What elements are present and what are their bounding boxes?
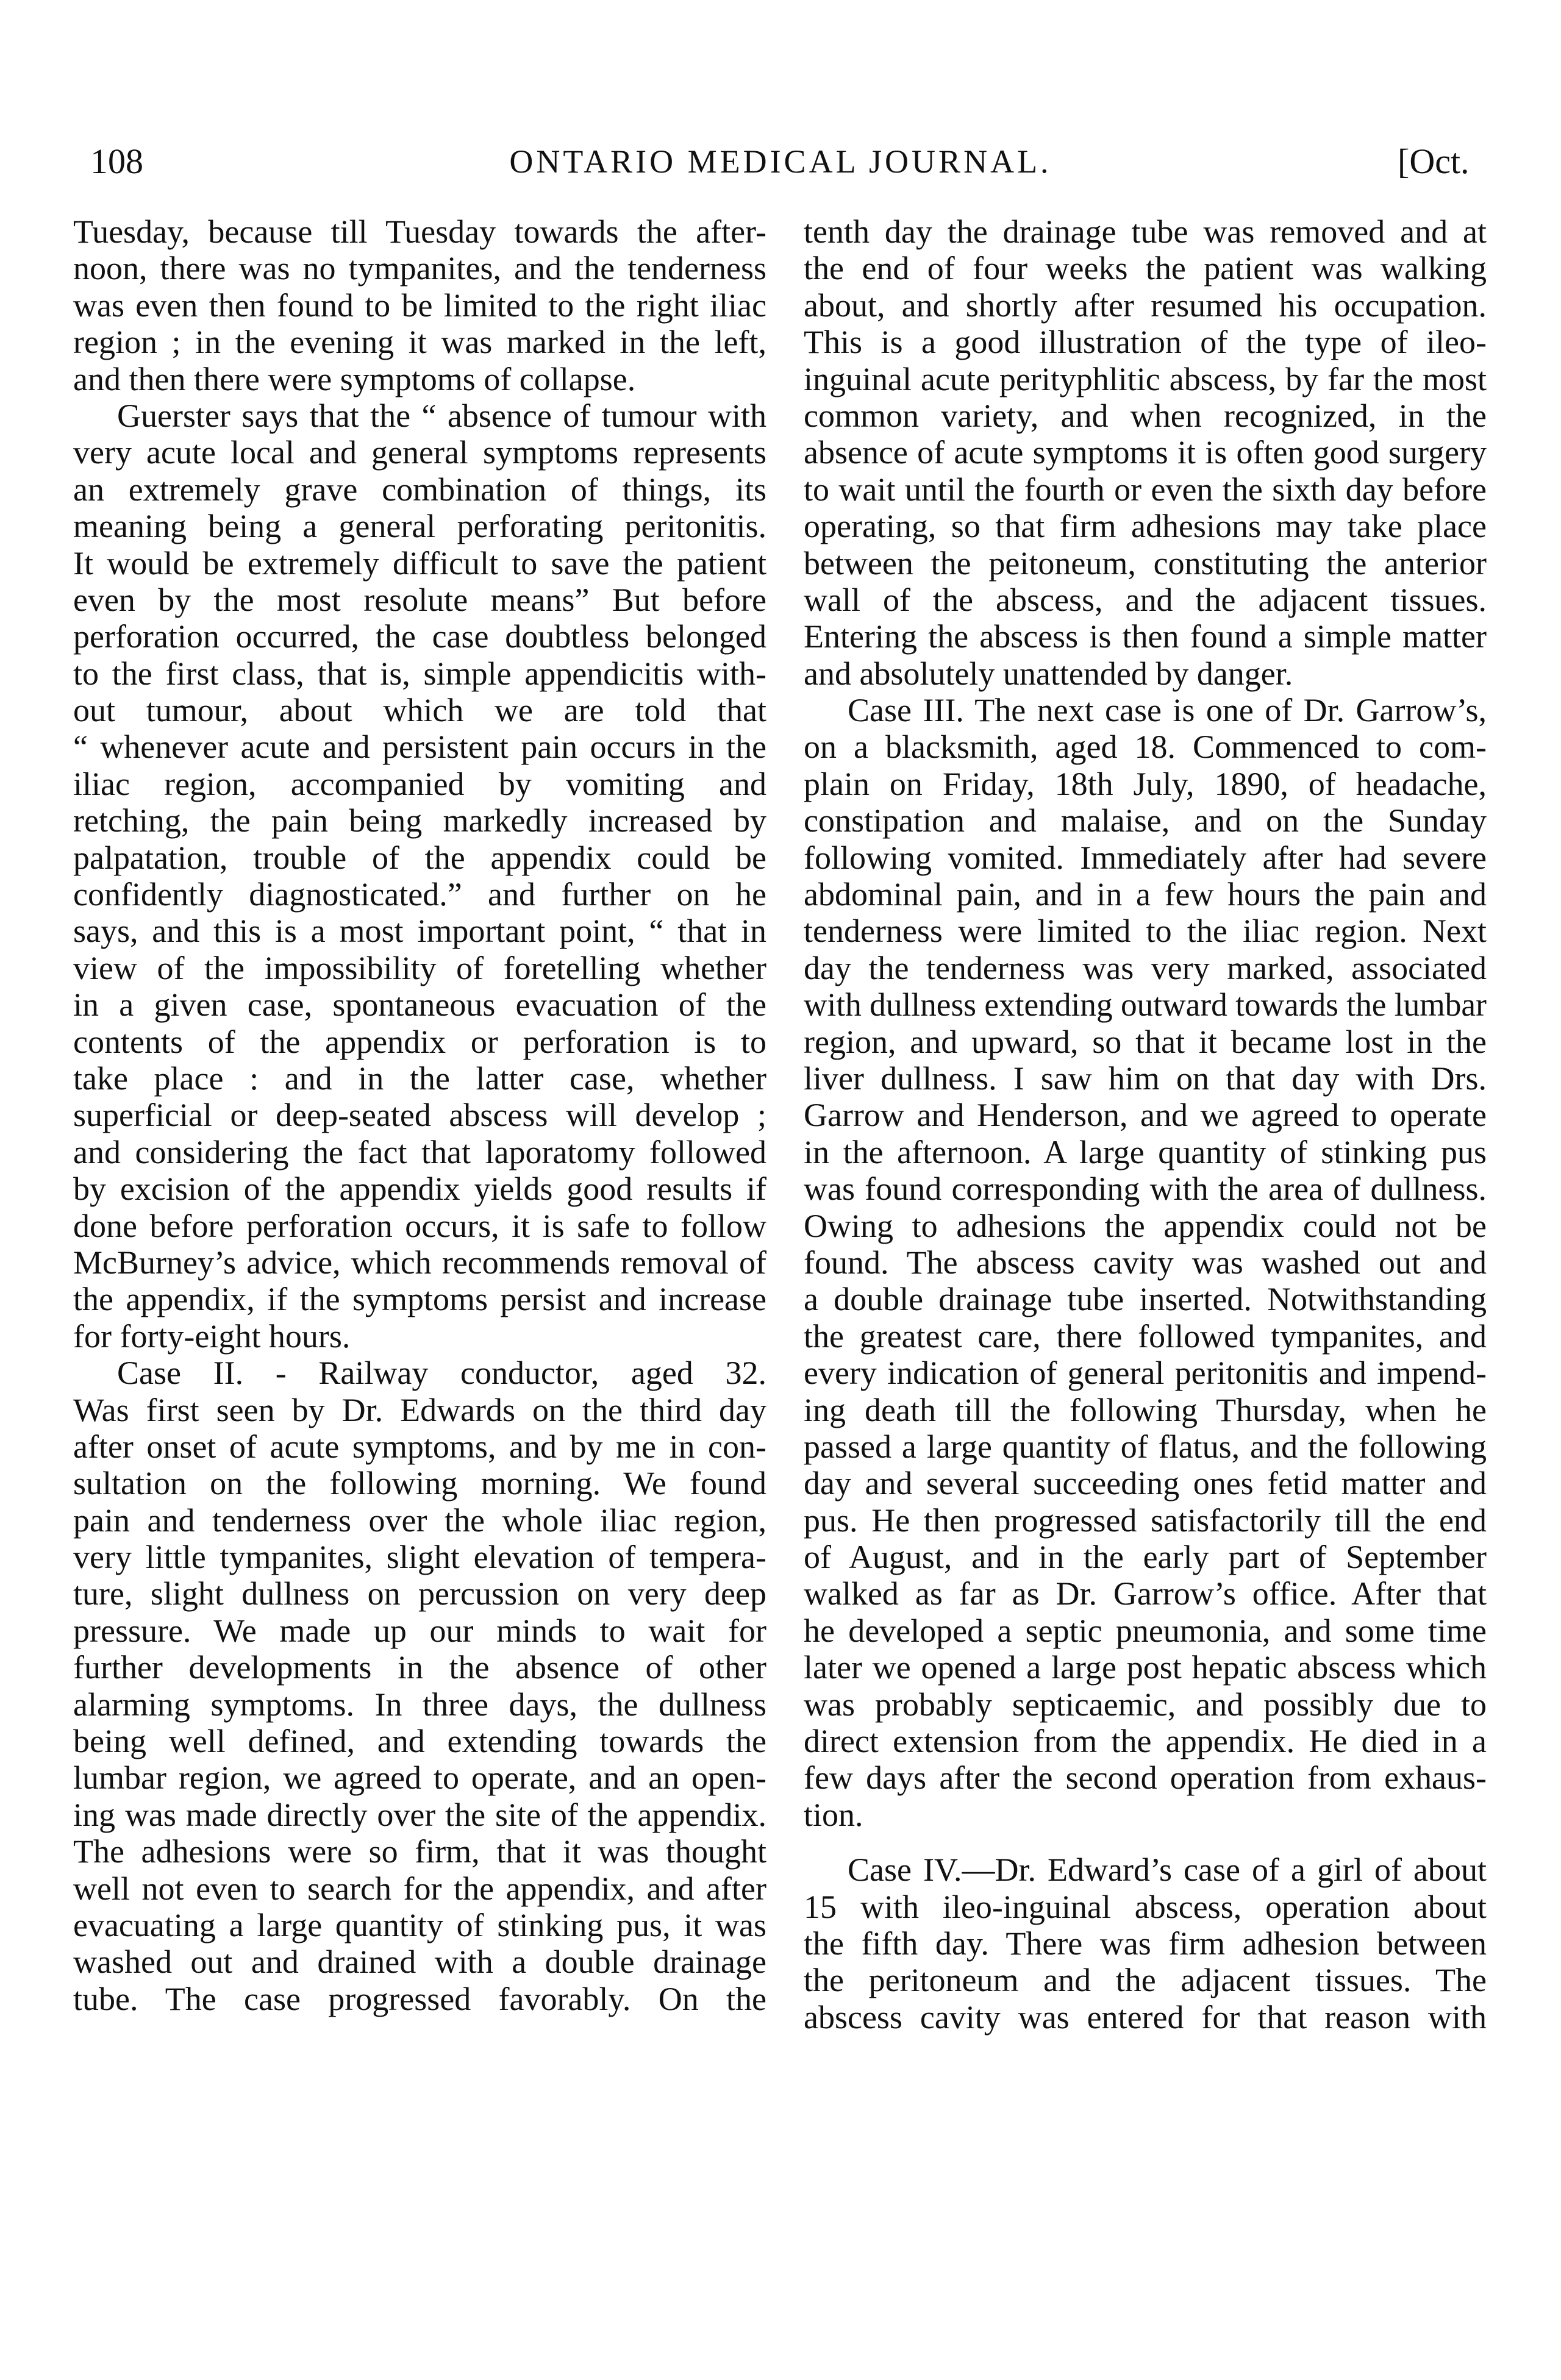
text-line: operating, so that firm adhesions may take place bbox=[804, 508, 1487, 545]
text-line: being well defined, and extending towards the bbox=[73, 1723, 766, 1760]
text-line: on a blacksmith, aged 18. Commenced to com- bbox=[804, 729, 1487, 766]
text-line: and considering the fact that laporatomy followed bbox=[73, 1133, 766, 1170]
text-line: tion. bbox=[804, 1796, 863, 1833]
text-line: plain on Friday, 18th July, 1890, of headache, bbox=[804, 765, 1487, 802]
text-line: out tumour, about which we are told that bbox=[73, 692, 766, 729]
text-line: about, and shortly after resumed his occupation. bbox=[804, 287, 1487, 324]
text-line: even by the most resolute means” But before bbox=[73, 581, 766, 618]
text-line: iliac region, accompanied by vomiting and bbox=[73, 765, 766, 802]
text-line: was found corresponding with the area of dullness. bbox=[804, 1170, 1487, 1208]
text-line: the appendix, if the symptoms persist and increase bbox=[73, 1281, 766, 1318]
text-line: he developed a septic pneumonia, and some time bbox=[804, 1612, 1487, 1649]
text-line: alarming symptoms. In three days, the dullness bbox=[73, 1686, 766, 1723]
text-line: in a given case, spontaneous evacuation of the bbox=[73, 986, 766, 1024]
text-line: every indication of general peritonitis and impend- bbox=[804, 1355, 1487, 1392]
text-line: take place : and in the latter case, whether bbox=[73, 1060, 766, 1097]
text-line: It would be extremely difficult to save the patient bbox=[73, 544, 766, 582]
text-line: view of the impossibility of foretelling whether bbox=[73, 949, 766, 986]
text-line: perforation occurred, the case doubtless belonged bbox=[73, 618, 766, 655]
text-line: region, and upward, so that it became lost in the bbox=[804, 1023, 1487, 1060]
text-line: the end of four weeks the patient was walking bbox=[804, 250, 1487, 287]
text-line: constipation and malaise, and on the Sunday bbox=[804, 802, 1487, 839]
text-line: with dullness extending outward towards the lumbar bbox=[804, 986, 1487, 1024]
text-line: passed a large quantity of flatus, and the following bbox=[804, 1428, 1487, 1465]
text-line: palpatation, trouble of the appendix could be bbox=[73, 839, 766, 876]
text-line: washed out and drained with a double drainage bbox=[73, 1944, 766, 1981]
text-line: tenderness were limited to the iliac region. Next bbox=[804, 913, 1487, 950]
text-line: later we opened a large post hepatic abscess which bbox=[804, 1649, 1487, 1686]
text-line: very acute local and general symptoms represents bbox=[73, 434, 766, 471]
text-line: and then there were symptoms of collapse. bbox=[73, 360, 636, 397]
text-line: abdominal pain, and in a few hours the pain and bbox=[804, 876, 1487, 913]
text-line: walked as far as Dr. Garrow’s office. After that bbox=[804, 1575, 1487, 1612]
left-column bbox=[73, 213, 766, 2017]
text-line: Entering the abscess is then found a simple matter bbox=[804, 618, 1487, 655]
text-line: 15 with ileo-inguinal abscess, operation about bbox=[804, 1888, 1487, 1925]
text-line: lumbar region, we agreed to operate, and an open- bbox=[73, 1759, 766, 1797]
text-line: to the first class, that is, simple appendicitis with- bbox=[73, 655, 766, 692]
text-line: day and several succeeding ones fetid matter and bbox=[804, 1465, 1487, 1502]
page-number: 108 bbox=[90, 141, 143, 181]
text-line: Owing to adhesions the appendix could not be bbox=[804, 1207, 1487, 1244]
text-line: Case III. The next case is one of Dr. Garrow’s, bbox=[848, 692, 1487, 729]
text-line: very little tympanites, slight elevation of tempera- bbox=[73, 1539, 766, 1576]
text-line: few days after the second operation from exhaus- bbox=[804, 1759, 1487, 1797]
text-line: in the afternoon. A large quantity of stinking pus bbox=[804, 1133, 1487, 1170]
journal-title: ONTARIO MEDICAL JOURNAL. bbox=[509, 143, 1052, 180]
text-line: Tuesday, because till Tuesday towards the after- bbox=[73, 213, 766, 250]
text-line: sultation on the following morning. We found bbox=[73, 1465, 766, 1502]
text-line: tenth day the drainage tube was removed and at bbox=[804, 213, 1487, 250]
text-line: noon, there was no tympanites, and the tenderness bbox=[73, 250, 766, 287]
text-line: by excision of the appendix yields good results if bbox=[73, 1170, 766, 1208]
text-line: McBurney’s advice, which recommends removal of bbox=[73, 1244, 766, 1281]
text-line: further developments in the absence of other bbox=[73, 1649, 766, 1686]
text-line: was even then found to be limited to the right iliac bbox=[73, 287, 766, 324]
text-line: Case II. - Railway conductor, aged 32. bbox=[117, 1355, 766, 1392]
text-line: Was first seen by Dr. Edwards on the third day bbox=[73, 1391, 766, 1428]
text-line: a double drainage tube inserted. Notwithstanding bbox=[804, 1281, 1487, 1318]
text-line: This is a good illustration of the type of ileo- bbox=[804, 324, 1487, 361]
text-line: for forty-eight hours. bbox=[73, 1317, 351, 1355]
text-line: says, and this is a most important point, “ that in bbox=[73, 913, 766, 950]
text-line: abscess cavity was entered for that reason with bbox=[804, 1998, 1487, 2036]
text-line: meaning being a general perforating peritonitis. bbox=[73, 508, 766, 545]
text-line: day the tenderness was very marked, associated bbox=[804, 949, 1487, 986]
text-line: the peritoneum and the adjacent tissues. The bbox=[804, 1962, 1487, 1999]
paragraph-gap bbox=[804, 1833, 1487, 1851]
text-line: of August, and in the early part of September bbox=[804, 1539, 1487, 1576]
text-line: evacuating a large quantity of stinking pus, it was bbox=[73, 1906, 766, 1944]
text-line: after onset of acute symptoms, and by me in con- bbox=[73, 1428, 766, 1465]
text-line: the greatest care, there followed tympanites, and bbox=[804, 1317, 1487, 1355]
text-line: ing death till the following Thursday, when he bbox=[804, 1391, 1487, 1428]
text-line: The adhesions were so firm, that it was thought bbox=[73, 1833, 766, 1870]
right-column bbox=[804, 213, 1487, 2036]
text-line: and absolutely unattended by danger. bbox=[804, 655, 1293, 692]
text-line: confidently diagnosticated.” and further on he bbox=[73, 876, 766, 913]
text-line: ing was made directly over the site of the appendix. bbox=[73, 1796, 766, 1833]
text-line: following vomited. Immediately after had severe bbox=[804, 839, 1487, 876]
text-line: pressure. We made up our minds to wait for bbox=[73, 1612, 766, 1649]
text-line: retching, the pain being markedly increased by bbox=[73, 802, 766, 839]
text-line: between the peitoneum, constituting the anterior bbox=[804, 544, 1487, 582]
text-line: well not even to search for the appendix, and after bbox=[73, 1870, 766, 1907]
text-line: liver dullness. I saw him on that day with Drs. bbox=[804, 1060, 1487, 1097]
text-line: Garrow and Henderson, and we agreed to operate bbox=[804, 1097, 1487, 1134]
text-line: contents of the appendix or perforation is to bbox=[73, 1023, 766, 1060]
text-line: absence of acute symptoms it is often good surgery bbox=[804, 434, 1487, 471]
text-line: tube. The case progressed favorably. On the bbox=[73, 1980, 766, 2017]
text-line: done before perforation occurs, it is safe to follow bbox=[73, 1207, 766, 1244]
text-line: wall of the abscess, and the adjacent tissues. bbox=[804, 581, 1487, 618]
text-line: pain and tenderness over the whole iliac region, bbox=[73, 1502, 766, 1539]
text-line: Guerster says that the “ absence of tumour with bbox=[117, 397, 766, 434]
issue-month: [Oct. bbox=[1398, 141, 1470, 181]
text-line: Case IV.—Dr. Edward’s case of a girl of about bbox=[848, 1851, 1487, 1889]
text-line: an extremely grave combination of things, its bbox=[73, 471, 766, 508]
text-line: direct extension from the appendix. He died in a bbox=[804, 1723, 1487, 1760]
text-line: common variety, and when recognized, in the bbox=[804, 397, 1487, 434]
text-line: region ; in the evening it was marked in the left, bbox=[73, 324, 766, 361]
text-line: to wait until the fourth or even the sixth day before bbox=[804, 471, 1487, 508]
text-line: superficial or deep-seated abscess will develop ; bbox=[73, 1097, 766, 1134]
text-line: was probably septicaemic, and possibly due to bbox=[804, 1686, 1487, 1723]
text-line: pus. He then progressed satisfactorily till the end bbox=[804, 1502, 1487, 1539]
text-line: inguinal acute perityphlitic abscess, by far the most bbox=[804, 360, 1487, 397]
text-line: the fifth day. There was firm adhesion between bbox=[804, 1925, 1487, 1962]
text-line: found. The abscess cavity was washed out and bbox=[804, 1244, 1487, 1281]
text-line: “ whenever acute and persistent pain occurs in the bbox=[73, 729, 766, 766]
text-line: ture, slight dullness on percussion on very deep bbox=[73, 1575, 766, 1612]
